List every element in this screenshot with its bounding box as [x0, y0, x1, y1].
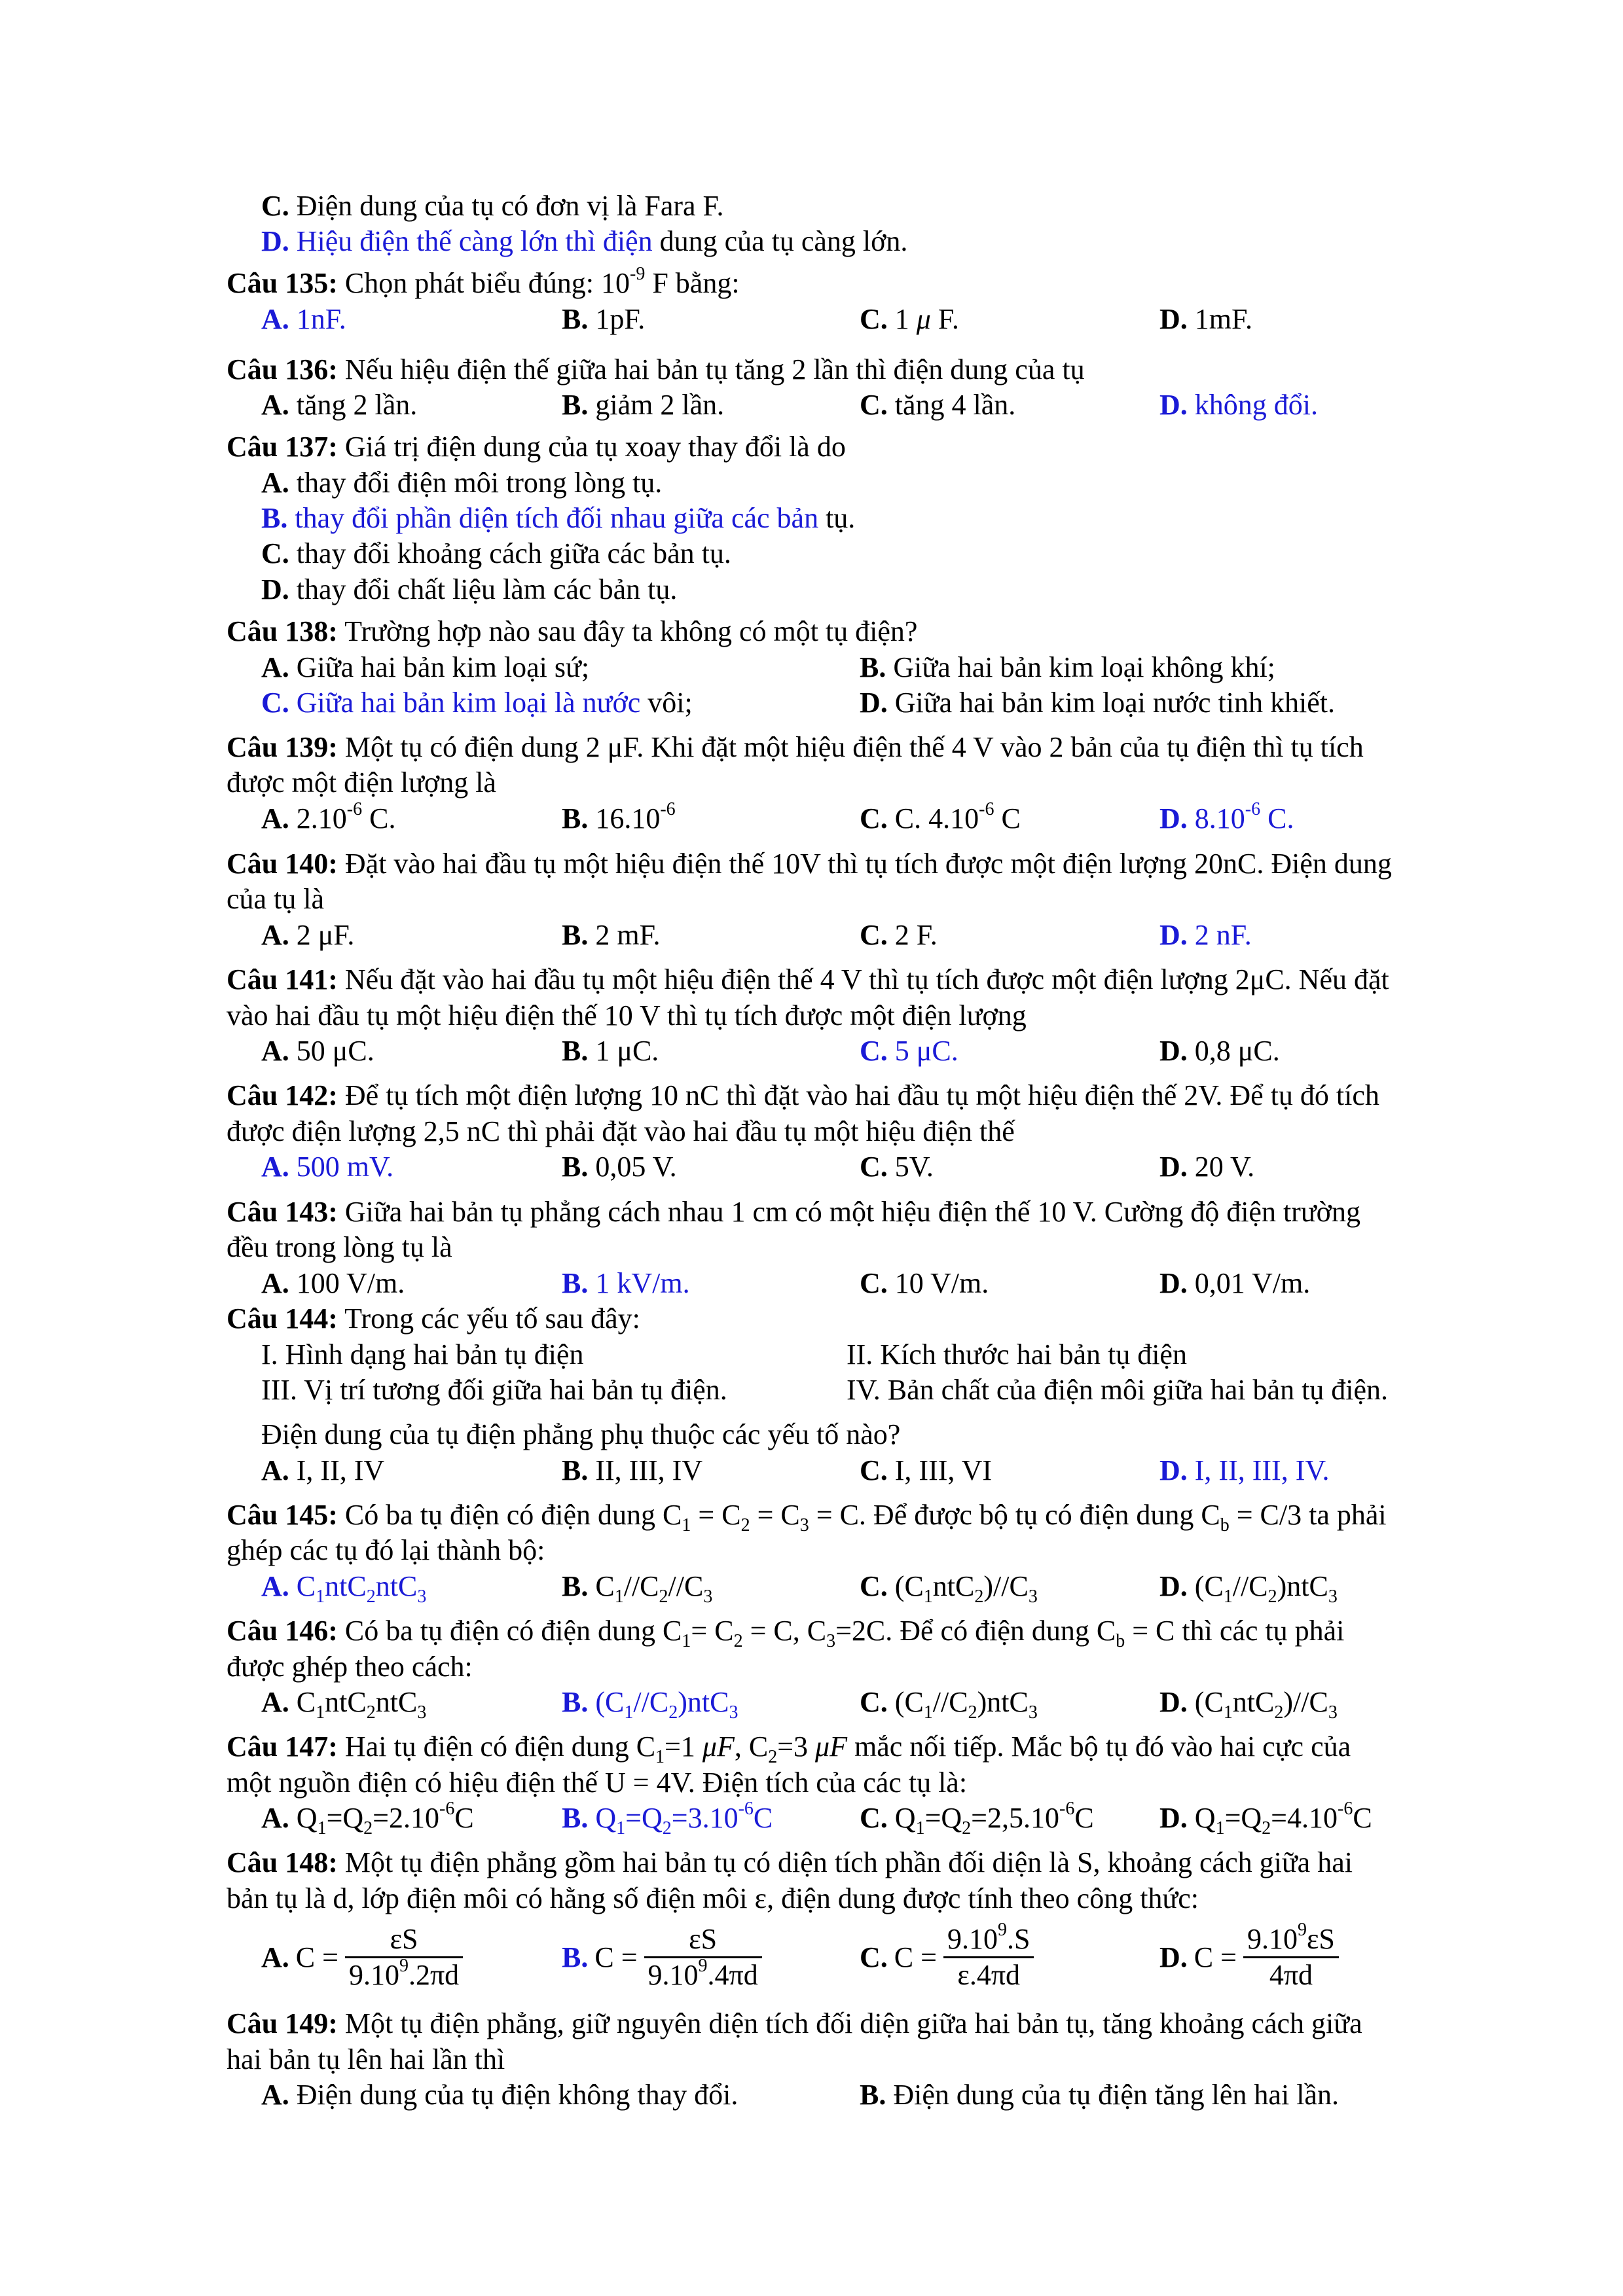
q145-stem-line1: Câu 145: Có ba tụ điện có điện dung $C_1 = C_2 = C_3 = C$. Để được bộ tụ có điện dung $C_b = C/3$ ta phải	[227, 1499, 1387, 1535]
q139-stem-line2: được một điện lượng là	[227, 766, 496, 798]
q139-option-c[interactable]: C. C. $4.10^{-6}$ C	[860, 799, 1021, 834]
q146-option-d[interactable]: D. $(C_1ntC_2)//C_3$	[1159, 1686, 1338, 1723]
q137-option-b[interactable]: B. thay đổi phần diện tích đối nhau giữa các bản tụ.	[261, 502, 856, 534]
q142-options	[0, 1149, 1623, 1185]
q148-stem-line2: bản tụ là d, lớp điện môi có hằng số điện môi ε, điện dung được tính theo công thức:	[227, 1882, 1199, 1914]
q144-option-d[interactable]: D. I, II, III, IV.	[1159, 1454, 1330, 1486]
q147-option-d[interactable]: D. $Q_1=Q_2=4.10^{-6}C$	[1159, 1799, 1372, 1839]
q140-option-a[interactable]: A. 2 μF.	[261, 919, 355, 951]
q140-option-d[interactable]: D. 2 nF.	[1159, 919, 1252, 951]
q143-stem-line1: Câu 143: Giữa hai bản tụ phẳng cách nhau 1 cm có một hiệu điện thế 10 V. Cường độ điện trường	[227, 1196, 1360, 1228]
q138-option-d[interactable]: D. Giữa hai bản kim loại nước tinh khiết.	[860, 687, 1335, 719]
q144-options	[0, 1452, 1623, 1489]
q140-stem-line1: Câu 140: Đặt vào hai đầu tụ một hiệu điện thế 10V thì tụ tích được một điện lượng 20nC. Điện dung	[227, 848, 1392, 880]
q135-option-c[interactable]: C. 1 μ F.	[860, 303, 959, 335]
q142-option-b[interactable]: B. 0,05 V.	[562, 1151, 677, 1183]
q146-option-a[interactable]: A. $C_1ntC_2ntC_3$	[261, 1686, 427, 1723]
q137-stem: Câu 137: Giá trị điện dung của tụ xoay thay đổi là do	[227, 431, 846, 463]
q145-option-d[interactable]: D. $(C_1//C_2)ntC_3$	[1159, 1570, 1338, 1607]
q135-stem: Câu 135: Chọn phát biểu đúng: $10^{-9}$ F bằng:	[227, 264, 740, 299]
q134-option-c: C. Điện dung của tụ có đơn vị là Fara F.	[261, 190, 724, 222]
q146-option-c[interactable]: C. $(C_1//C_2)ntC_3$	[860, 1686, 1038, 1723]
q135-option-b[interactable]: B. 1pF.	[562, 303, 646, 335]
q148-option-b[interactable]: B. C = $\frac{\varepsilon S}{9.10^9.4\pi d}$	[562, 1918, 762, 1996]
q140-stem-line2: của tụ là	[227, 883, 325, 915]
q142-stem-line2: được điện lượng 2,5 nC thì phải đặt vào hai đầu tụ một hiệu điện thế	[227, 1115, 1015, 1147]
q141-option-d[interactable]: D. 0,8 μC.	[1159, 1035, 1280, 1067]
q144-question: Điện dung của tụ điện phẳng phụ thuộc các yếu tố nào?	[261, 1418, 901, 1450]
q136-options	[0, 387, 1623, 423]
q139-option-b[interactable]: B. $16.10^{-6}$	[562, 799, 676, 834]
fraction: $\frac{9.10^9.S}{\varepsilon.4\pi d}$	[943, 1922, 1034, 1992]
q145-options	[0, 1568, 1623, 1605]
q136-option-a[interactable]: A. tăng 2 lần.	[261, 389, 418, 421]
q140-options	[0, 917, 1623, 954]
q137-option-d[interactable]: D. thay đổi chất liệu làm các bản tụ.	[261, 573, 678, 605]
q141-option-a[interactable]: A. 50 μC.	[261, 1035, 374, 1067]
q146-stem-line2: được ghép theo cách:	[227, 1651, 473, 1683]
q144-option-c[interactable]: C. I, III, VI	[860, 1454, 993, 1486]
q144-option-a[interactable]: A. I, II, IV	[261, 1454, 385, 1486]
q142-stem-line1: Câu 142: Để tụ tích một điện lượng 10 nC thì đặt vào hai đầu tụ một hiệu điện thế 2V. Để tụ đó tích	[227, 1079, 1379, 1111]
q136-stem: Câu 136: Nếu hiệu điện thế giữa hai bản tụ tăng 2 lần thì điện dung của tụ	[227, 353, 1085, 386]
q146-stem-line1: Câu 146: Có ba tụ điện có điện dung $C_1= C_2 = C$, $C_3=2C$. Để có điện dung $C_b = C$ thì các tụ phải	[227, 1615, 1345, 1651]
q141-option-b[interactable]: B. 1 μC.	[562, 1035, 659, 1067]
q144-factors-row2: III. Vị trí tương đối giữa hai bản tụ điện. IV. Bản chất của điện môi giữa hai bản tụ điện.	[261, 1374, 1389, 1406]
q146-option-b[interactable]: B. $(C_1//C_2)ntC_3$	[562, 1686, 739, 1723]
q142-option-c[interactable]: C. 5V.	[860, 1151, 934, 1183]
q137-option-a[interactable]: A. thay đổi điện môi trong lòng tụ.	[261, 467, 663, 499]
q140-option-c[interactable]: C. 2 F.	[860, 919, 938, 951]
q148-option-d[interactable]: D. C = $\frac{9.10^9\varepsilon S}{4\pi d}$	[1159, 1918, 1339, 1996]
q145-stem-line2: ghép các tụ đó lại thành bộ:	[227, 1534, 545, 1566]
q143-option-b[interactable]: B. 1 kV/m.	[562, 1267, 690, 1299]
q142-option-a[interactable]: A. 500 mV.	[261, 1151, 394, 1183]
q137-option-c[interactable]: C. thay đổi khoảng cách giữa các bản tụ.	[261, 537, 731, 569]
q138-options-row2	[0, 685, 1623, 721]
q138-option-c[interactable]: C. Giữa hai bản kim loại là nước vôi;	[261, 687, 693, 719]
q143-option-c[interactable]: C. 10 V/m.	[860, 1267, 989, 1299]
q146-options	[0, 1684, 1623, 1721]
q134-option-d: D. Hiệu điện thế càng lớn thì điện dung của tụ càng lớn.	[261, 225, 908, 257]
q135-options	[0, 301, 1623, 338]
q136-option-c[interactable]: C. tăng 4 lần.	[860, 389, 1016, 421]
q149-options	[0, 2077, 1623, 2113]
fraction: $\frac{\varepsilon S}{9.10^9.4\pi d}$	[644, 1922, 762, 1992]
q136-option-d[interactable]: D. không đổi.	[1159, 389, 1319, 421]
q145-option-b[interactable]: B. $C_1//C_2//C_3$	[562, 1570, 713, 1607]
q141-stem-line1: Câu 141: Nếu đặt vào hai đầu tụ một hiệu điện thế 4 V thì tụ tích được một điện lượng 2μC. Nếu đặt	[227, 963, 1389, 996]
q148-options	[0, 1918, 1623, 1996]
q141-options	[0, 1033, 1623, 1069]
q139-options	[0, 800, 1623, 837]
q148-stem-line1: Câu 148: Một tụ điện phẳng gồm hai bản tụ có diện tích phần đối diện là S, khoảng cách giữa hai	[227, 1846, 1353, 1878]
q143-stem-line2: đều trong lòng tụ là	[227, 1231, 452, 1263]
q143-option-d[interactable]: D. 0,01 V/m.	[1159, 1267, 1311, 1299]
q142-option-d[interactable]: D. 20 V.	[1159, 1151, 1255, 1183]
fraction: $\frac{9.10^9\varepsilon S}{4\pi d}$	[1243, 1922, 1339, 1992]
q145-option-a[interactable]: A. $C_1ntC_2ntC_3$	[261, 1570, 427, 1607]
q144-stem: Câu 144: Trong các yếu tố sau đây:	[227, 1302, 640, 1335]
q147-option-c[interactable]: C. $Q_1=Q_2=2,5.10^{-6}C$	[860, 1799, 1094, 1839]
q147-option-a[interactable]: A. $Q_1=Q_2=2.10^{-6}C$	[261, 1799, 474, 1839]
q136-option-b[interactable]: B. giảm 2 lần.	[562, 389, 725, 421]
q139-option-d[interactable]: D. $8.10^{-6}$ C.	[1159, 799, 1294, 834]
q147-stem-line1: Câu 147: Hai tụ điện có điện dung $C_1=1$ μF, $C_2=3$ μF mắc nối tiếp. Mắc bộ tụ đó vào hai cực của	[227, 1731, 1351, 1767]
q148-option-c[interactable]: C. C = $\frac{9.10^9.S}{\varepsilon.4\pi d}$	[860, 1918, 1034, 1996]
q138-stem: Câu 138: Trường hợp nào sau đây ta không có một tụ điện?	[227, 615, 918, 647]
q144-option-b[interactable]: B. II, III, IV	[562, 1454, 703, 1486]
q141-stem-line2: vào hai đầu tụ một hiệu điện thế 10 V thì tụ tích được một điện lượng	[227, 999, 1027, 1031]
q143-options	[0, 1265, 1623, 1302]
q144-factors-row1: I. Hình dạng hai bản tụ điện II. Kích thước hai bản tụ điện	[261, 1338, 1187, 1371]
q148-option-a[interactable]: A. C = $\frac{\varepsilon S}{9.10^9.2\pi d}$	[261, 1918, 463, 1996]
q149-stem-line1: Câu 149: Một tụ điện phẳng, giữ nguyên diện tích đối diện giữa hai bản tụ, tăng khoảng cách giữa	[227, 2007, 1362, 2039]
q149-option-a[interactable]: A. Điện dung của tụ điện không thay đổi.	[261, 2079, 739, 2111]
fraction: $\frac{\varepsilon S}{9.10^9.2\pi d}$	[345, 1922, 463, 1992]
q140-option-b[interactable]: B. 2 mF.	[562, 919, 661, 951]
q138-options-row1	[0, 649, 1623, 686]
q149-stem-line2: hai bản tụ lên hai lần thì	[227, 2043, 505, 2075]
q138-option-b[interactable]: B. Giữa hai bản kim loại không khí;	[860, 651, 1275, 683]
q147-option-b[interactable]: B. $Q_1=Q_2=3.10^{-6}C$	[562, 1799, 773, 1839]
q141-option-c[interactable]: C. 5 μC.	[860, 1035, 958, 1067]
q135-option-a[interactable]: A. 1nF.	[261, 303, 346, 335]
q139-stem-line1: Câu 139: Một tụ có điện dung 2 μF. Khi đặt một hiệu điện thế 4 V vào 2 bản của tụ điện thì tụ tích	[227, 731, 1364, 763]
q135-option-d[interactable]: D. 1mF.	[1159, 303, 1252, 335]
q138-option-a[interactable]: A. Giữa hai bản kim loại sứ;	[261, 651, 590, 683]
q147-options	[0, 1800, 1623, 1837]
q145-option-c[interactable]: C. $(C_1ntC_2)//C_3$	[860, 1570, 1038, 1607]
q143-option-a[interactable]: A. 100 V/m.	[261, 1267, 405, 1299]
q147-stem-line2: một nguồn điện có hiệu điện thế U = 4V. Điện tích của các tụ là:	[227, 1767, 968, 1799]
q149-option-b[interactable]: B. Điện dung của tụ điện tăng lên hai lần.	[860, 2079, 1339, 2111]
q139-option-a[interactable]: A. $2.10^{-6}$ C.	[261, 799, 396, 834]
